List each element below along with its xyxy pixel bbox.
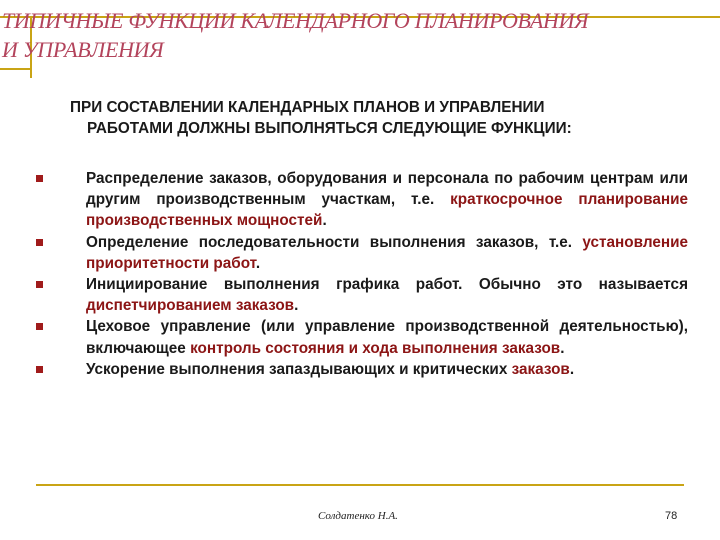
item-highlight: диспетчированием заказов (86, 297, 295, 315)
footer-rule (36, 484, 684, 486)
bullet-square-icon (36, 281, 43, 288)
function-list (36, 168, 688, 380)
item-after: . (294, 297, 299, 315)
list-item (36, 359, 688, 380)
item-highlight: установление приоритетности работ (86, 233, 688, 272)
title-side-rule (0, 68, 32, 70)
bullet-square-icon (36, 175, 43, 182)
list-item (36, 168, 688, 232)
item-text: Распределение заказов, оборудования и персонала по рабочим центрам или другим производственным участкам, т.е. (86, 170, 688, 209)
slide-title (2, 6, 718, 64)
item-text: Ускорение выполнения запаздывающих и критических (86, 360, 512, 378)
item-after: . (569, 360, 575, 378)
item-text: Определение последовательности выполнения заказов, т.е. (86, 233, 583, 251)
item-after: . (255, 254, 261, 272)
item-text: Цеховое управление (или управление производственной деятельностью), включающее (86, 318, 688, 357)
bullet-square-icon (36, 323, 43, 330)
item-after: . (560, 339, 565, 357)
title-line-1: ТИПИЧНЫЕ ФУНКЦИИ КАЛЕНДАРНОГО ПЛАНИРОВАНИЯ (2, 8, 589, 33)
subtitle-line-1: ПРИ СОСТАВЛЕНИИ КАЛЕНДАРНЫХ ПЛАНОВ И УПРАВЛЕНИИ (70, 99, 545, 116)
title-line-2: И УПРАВЛЕНИЯ (2, 37, 164, 62)
slide-subtitle (70, 97, 700, 139)
list-item (36, 316, 688, 358)
item-highlight: контроль состояния и хода выполнения заказов (190, 339, 561, 357)
bullet-square-icon (36, 239, 43, 246)
item-text: Инициирование выполнения графика работ. Обычно это называется (86, 276, 688, 294)
item-highlight: краткосрочное планирование производственных мощностей (86, 191, 688, 230)
list-item (36, 274, 688, 316)
subtitle-line-2: РАБОТАМИ ДОЛЖНЫ ВЫПОЛНЯТЬСЯ СЛЕДУЮЩИЕ ФУНКЦИИ: (87, 120, 572, 137)
page-number: 78 (665, 510, 678, 522)
bullet-square-icon (36, 366, 43, 373)
list-item (36, 232, 688, 274)
item-highlight: заказов (511, 360, 570, 378)
item-after: . (322, 212, 327, 230)
footer-author: Солдатенко Н.А. (318, 510, 398, 522)
